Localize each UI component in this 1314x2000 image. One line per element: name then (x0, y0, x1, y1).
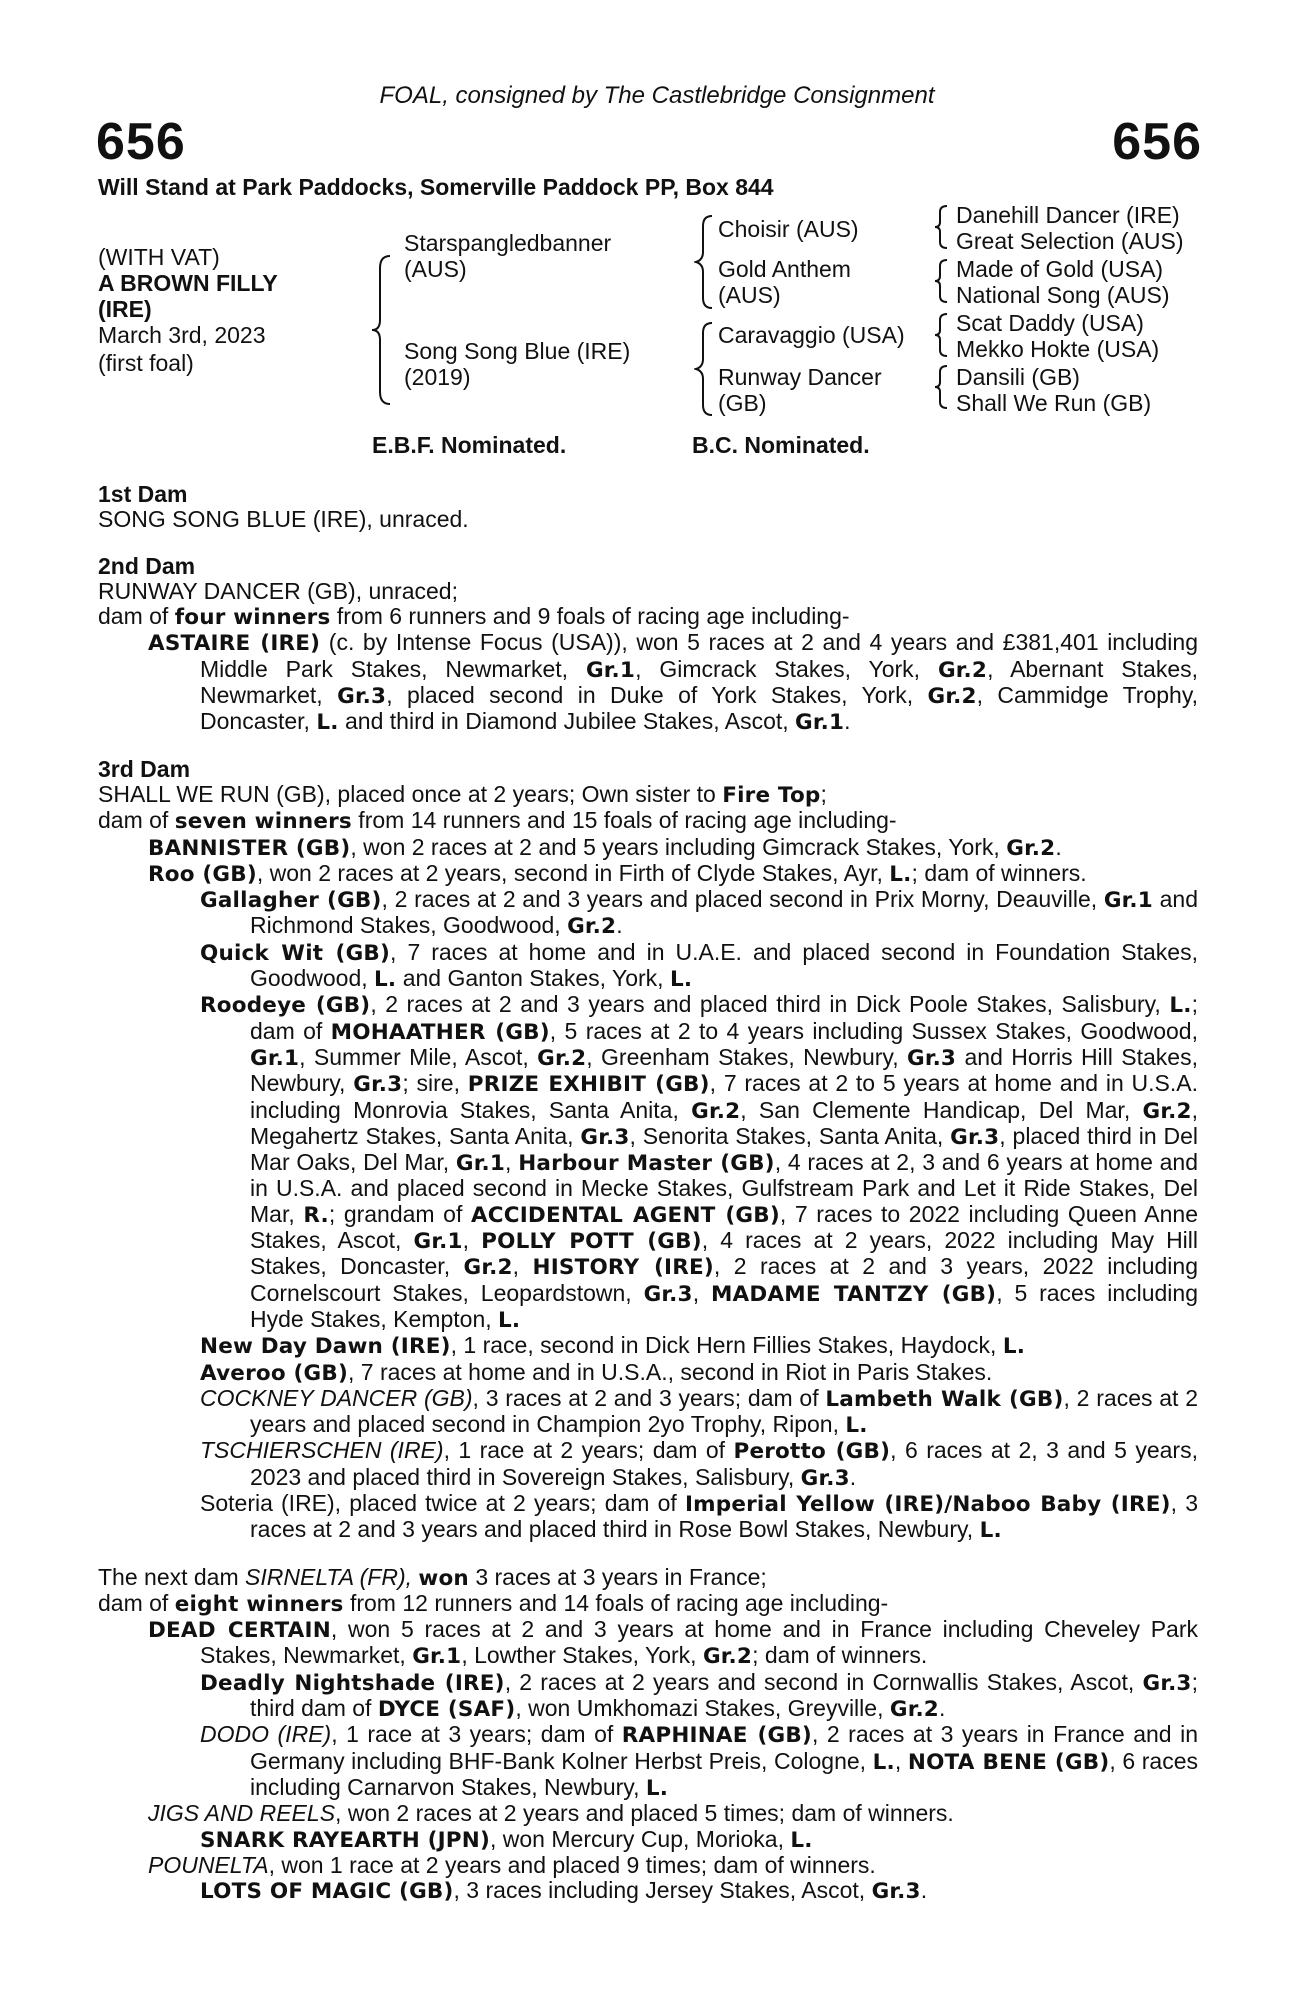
dam-year: (2019) (404, 364, 471, 390)
brace-parents (370, 254, 392, 406)
brace-choisir (933, 204, 949, 250)
produce-bannister: BANNISTER (GB), won 2 races at 2 and 5 years including Gimcrack Stakes, York, Gr.2. (148, 833, 1062, 861)
pedigree-sdd: National Song (AUS) (956, 282, 1170, 308)
lot-number-left: 656 (96, 113, 186, 171)
next-dam-text: The next dam SIRNELTA (FR), won 3 races at 3 years in France; (98, 1563, 767, 1591)
third-dam-text: SHALL WE RUN (GB), placed once at 2 years; Own sister to Fire Top; (98, 780, 827, 808)
pedigree-dss: Scat Daddy (USA) (956, 310, 1144, 336)
sire-country: (AUS) (404, 256, 467, 282)
pedigree-dsd: Mekko Hokte (USA) (956, 336, 1160, 362)
produce-roodeye: Roodeye (GB), 2 races at 2 and 3 years and placed third in Dick Poole Stakes, Salisbury, L.; dam of MOHAATHER (GB), 5 races at 2 to 4 years including Sussex Stakes, Goodwood, Gr.1, Summer Mile, Ascot, Gr.2, Greenham Stakes, Newbury, Gr.3 and Horris Hill Stakes, Newbury, Gr.3; sire, PRIZE EXHIBIT (GB), 7 races at 2 to 5 years at home and in U.S.A. including Monrovia Stakes, Santa Anita, Gr.2, San Clemente Handicap, Del Mar, Gr.2, Megahertz Stakes, Santa Anita, Gr.3, Senorita Stakes, Santa Anita, Gr.3, placed third in Del Mar Oaks, Del Mar, Gr.1, Harbour Master (GB), 4 races at 2, 3 and 6 years at home and in U.S.A. and placed second in Mecke Stakes, Gulfstream Park and Let it Ride Stakes, Del Mar, R.; grandam of ACCIDENTAL AGENT (GB), 7 races to 2022 including Queen Anne Stakes, Ascot, Gr.1, POLLY POTT (GB), 4 races at 2 years, 2022 including May Hill Stakes, Doncaster, Gr.2, HISTORY (IRE), 2 races at 2 and 3 years, 2022 including Cornelscourt Stakes, Leopardstown, Gr.3, MADAME TANTZY (GB), 5 races including Hyde Stakes, Kempton, L. (200, 991, 1199, 1333)
brace-sire-parents (694, 214, 714, 310)
produce-dodo: DODO (IRE), 1 race at 3 years; dam of RAPHINAE (GB), 2 races at 3 years in France and in Germany including BHF-Bank Kolner Herbst Preis, Cologne, L., NOTA BENE (GB), 6 races including Carnarvon Stakes, Newbury, L. (200, 1721, 1198, 1801)
first-dam-heading: 1st Dam (98, 481, 188, 507)
produce-jigs-and-reels: JIGS AND REELS, won 2 races at 2 years and placed 5 times; dam of winners. (148, 1800, 954, 1827)
next-dam-produce: dam of eight winners from 12 runners and 14 foals of racing age including- (98, 1589, 889, 1617)
sire-sire: Choisir (AUS) (718, 216, 859, 242)
pedigree-dds: Dansili (GB) (956, 364, 1080, 390)
dam-dam-country: (GB) (718, 390, 767, 416)
bc-nominated: B.C. Nominated. (692, 432, 870, 458)
vat-note: (WITH VAT) (98, 244, 220, 270)
produce-gallagher: Gallagher (GB), 2 races at 2 and 3 years and placed second in Prix Morny, Deauville, Gr.1 and Richmond Stakes, Goodwood, Gr.2. (200, 886, 1198, 940)
sire-name: Starspangledbanner (404, 230, 612, 256)
lot-number-right: 656 (1112, 113, 1202, 171)
foal-name-country: (IRE) (98, 296, 152, 322)
sire-dam-country: (AUS) (718, 282, 781, 308)
first-dam-text: SONG SONG BLUE (IRE), unraced. (98, 506, 469, 533)
brace-dam-parents (694, 321, 714, 417)
produce-lots-of-magic: LOTS OF MAGIC (GB), 3 races including Jersey Stakes, Ascot, Gr.3. (200, 1877, 928, 1905)
pedigree-sss: Danehill Dancer (IRE) (956, 202, 1180, 228)
consignor-heading: FOAL, consigned by The Castlebridge Consignment (379, 82, 935, 109)
produce-deadly-nightshade: Deadly Nightshade (IRE), 2 races at 2 years and second in Cornwallis Stakes, Ascot, Gr.3; third dam of DYCE (SAF), won Umkhomazi Stakes, Greyville, Gr.2. (200, 1668, 1198, 1723)
second-dam-text: RUNWAY DANCER (GB), unraced; (98, 577, 458, 604)
catalogue-body (98, 482, 1198, 1904)
produce-quick-wit: Quick Wit (GB), 7 races at home and in U.A.E. and placed second in Foundation Stakes, Goodwood, L. and Ganton Stakes, York, L. (200, 938, 1198, 993)
produce-astaire: ASTAIRE (IRE) (c. by Intense Focus (USA)), won 5 races at 2 and 4 years and £381,401 including Middle Park Stakes, Newmarket, Gr.1, Gimcrack Stakes, York, Gr.2, Abernant Stakes, Newmarket, Gr.3, placed second in Duke of York Stakes, York, Gr.2, Cammidge Trophy, Doncaster, L. and third in Diamond Jubilee Stakes, Ascot, Gr.1. (148, 629, 1199, 736)
second-dam-produce: dam of four winners from 6 runners and 9 foals of racing age including- (98, 603, 850, 631)
pedigree-sds: Made of Gold (USA) (956, 256, 1164, 282)
dam-dam: Runway Dancer (718, 364, 882, 390)
produce-averoo: Averoo (GB), 7 races at home and in U.S.A., second in Riot in Paris Stakes. (200, 1358, 993, 1386)
foal-note: (first foal) (98, 350, 194, 376)
ebf-nominated: E.B.F. Nominated. (372, 432, 567, 458)
produce-cockney-dancer: COCKNEY DANCER (GB), 3 races at 2 and 3 years; dam of Lambeth Walk (GB), 2 races at 2 years and placed second in Champion 2yo Trophy, Ripon, L. (200, 1384, 1198, 1439)
foal-dob: March 3rd, 2023 (98, 322, 266, 348)
produce-snark-rayearth: SNARK RAYEARTH (JPN), won Mercury Cup, Morioka, L. (200, 1825, 813, 1853)
produce-pounelta: POUNELTA, won 1 race at 2 years and placed 9 times; dam of winners. (148, 1851, 876, 1878)
dam-name: Song Song Blue (IRE) (404, 338, 631, 364)
brace-gold-anthem (933, 258, 949, 304)
pedigree-ddd: Shall We Run (GB) (956, 390, 1152, 416)
brace-caravaggio (933, 312, 949, 358)
produce-soteria: Soteria (IRE), placed twice at 2 years; dam of Imperial Yellow (IRE)/Naboo Baby (IRE), 3 races at 2 and 3 years and placed third in Rose Bowl Stakes, Newbury, L. (200, 1489, 1198, 1544)
second-dam-heading: 2nd Dam (98, 552, 196, 579)
pedigree-ssd: Great Selection (AUS) (956, 228, 1184, 254)
produce-new-day-dawn: New Day Dawn (IRE), 1 race, second in Dick Hern Fillies Stakes, Haydock, L. (200, 1332, 1026, 1360)
foal-name: A BROWN FILLY (98, 270, 278, 296)
dam-sire: Caravaggio (USA) (718, 322, 905, 348)
third-dam-produce: dam of seven winners from 14 runners and 15 foals of racing age including- (98, 807, 897, 835)
produce-tschierschen: TSCHIERSCHEN (IRE), 1 race at 2 years; dam of Perotto (GB), 6 races at 2, 3 and 5 years, 2023 and placed third in Sovereign Stakes, Salisbury, Gr.3. (200, 1437, 1198, 1491)
sire-dam: Gold Anthem (718, 256, 851, 282)
produce-roo: Roo (GB), won 2 races at 2 years, second in Firth of Clyde Stakes, Ayr, L.; dam of winners. (148, 859, 1087, 887)
stand-location: Will Stand at Park Paddocks, Somerville Paddock PP, Box 844 (98, 174, 774, 200)
produce-dead-certain: DEAD CERTAIN, won 5 races at 2 and 3 years at home and in France including Cheveley Park Stakes, Newmarket, Gr.1, Lowther Stakes, York, Gr.2; dam of winners. (148, 1616, 1198, 1670)
brace-runway-dancer (933, 364, 949, 410)
third-dam-heading: 3rd Dam (98, 755, 191, 782)
